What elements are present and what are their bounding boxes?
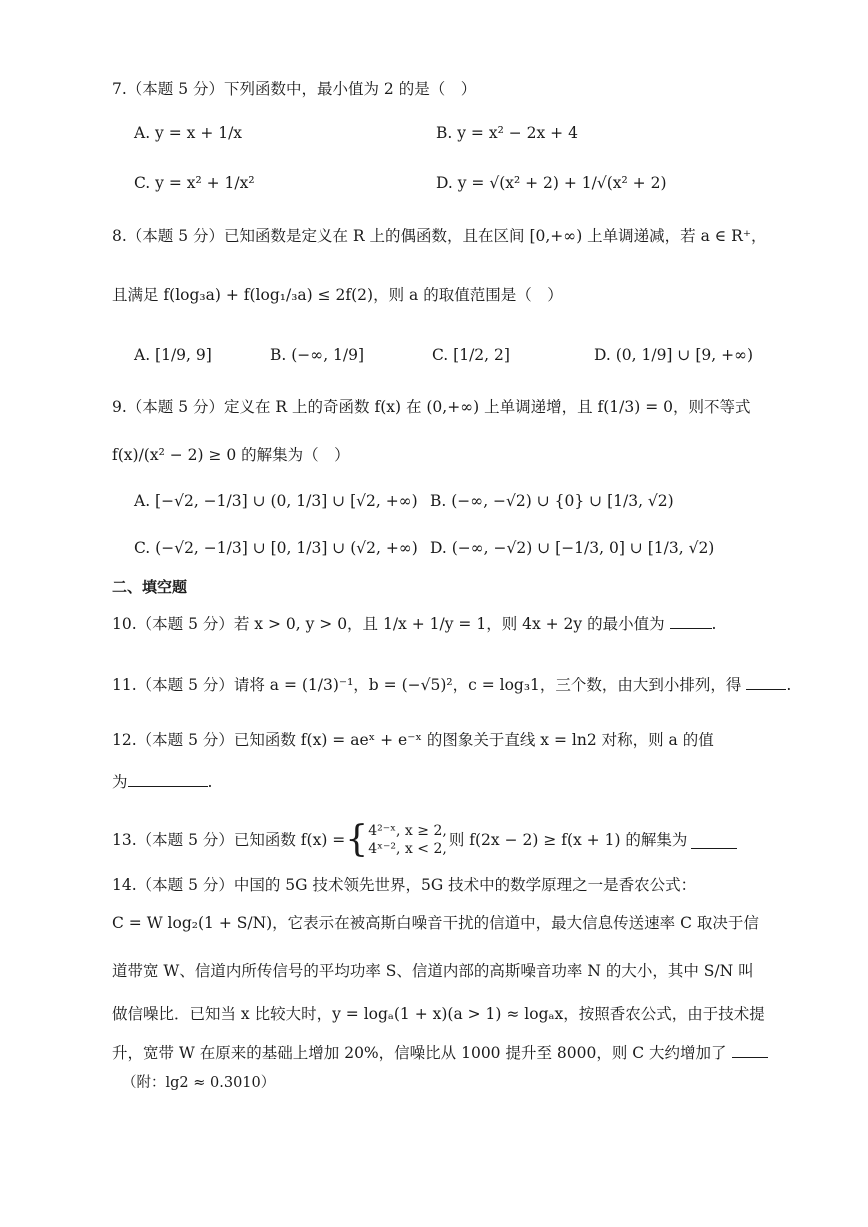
- q14-note: （附：lg2 ≈ 0.3010）: [122, 1075, 276, 1091]
- q9-option-a[interactable]: A. [−√2, −1/3] ∪ (0, 1/3] ∪ [√2, +∞): [134, 492, 418, 510]
- q8-option-a[interactable]: A. [1/9, 9]: [134, 346, 212, 364]
- q9-stem-line2: f(x)/(x² − 2) ≥ 0 的解集为（ ）: [112, 446, 350, 464]
- q9-stem-line1: 9.（本题 5 分）定义在 R 上的奇函数 f(x) 在 (0,+∞) 上单调递增，且 f(1/3) = 0，则不等式: [112, 398, 751, 416]
- q11-answer-blank[interactable]: [746, 673, 786, 690]
- q7-option-d[interactable]: D. y = √(x² + 2) + 1/√(x² + 2): [436, 174, 667, 192]
- q12-answer-blank[interactable]: [128, 770, 208, 787]
- q9-option-b[interactable]: B. (−∞, −√2) ∪ {0} ∪ [1/3, √2): [430, 492, 674, 510]
- q10-stem: 10.（本题 5 分）若 x > 0, y > 0，且 1/x + 1/y = 1，则 4x + 2y 的最小值为 .: [112, 612, 716, 635]
- q13-stem: [112, 818, 737, 862]
- q7-option-b[interactable]: B. y = x² − 2x + 4: [436, 124, 578, 142]
- q14-line1: 14.（本题 5 分）中国的 5G 技术领先世界，5G 技术中的数学原理之一是香农公式：: [112, 876, 697, 894]
- q13-brace: {: [345, 819, 369, 860]
- q10-answer-blank[interactable]: [670, 612, 712, 629]
- q14-line5: [112, 1041, 768, 1064]
- q8-option-c[interactable]: C. [1/2, 2]: [432, 346, 510, 364]
- q11-text: 11.（本题 5 分）请将 a = (1/3)⁻¹，b = (−√5)²，c = log₃1，三个数，由大到小排列，得: [112, 676, 742, 694]
- q14-line5-text: 升，宽带 W 在原来的基础上增加 20%，信噪比从 1000 提升至 8000，则 C 大约增加了: [112, 1044, 727, 1062]
- q8-stem-line1: 8.（本题 5 分）已知函数是定义在 R 上的偶函数，且在区间 [0,+∞) 上单调递减，若 a ∈ R⁺，: [112, 227, 767, 245]
- q7-option-c[interactable]: C. y = x² + 1/x²: [134, 174, 255, 192]
- q14-line3: 道带宽 W、信道内所传信号的平均功率 S、信道内部的高斯噪音功率 N 的大小，其中 S/N 叫: [112, 962, 754, 980]
- q13-text-pre: 13.（本题 5 分）已知函数 f(x) =: [112, 831, 346, 849]
- q9-option-d[interactable]: D. (−∞, −√2) ∪ [−1/3, 0] ∪ [1/3, √2): [430, 539, 715, 557]
- q14-answer-blank[interactable]: [732, 1041, 768, 1058]
- q11-stem: 11.（本题 5 分）请将 a = (1/3)⁻¹，b = (−√5)²，c = log₃1，三个数，由大到小排列，得 .: [112, 673, 791, 696]
- q10-text: 10.（本题 5 分）若 x > 0, y > 0，且 1/x + 1/y = 1，则 4x + 2y 的最小值为: [112, 615, 665, 633]
- q12-stem-line2: 为 .: [112, 770, 212, 793]
- q8-option-d[interactable]: D. (0, 1/9] ∪ [9, +∞): [594, 346, 754, 364]
- q14-line4: 做信噪比．已知当 x 比较大时，y = logₐ(1 + x)(a > 1) ≈ logₐx，按照香农公式，由于技术提: [112, 1005, 765, 1023]
- q13-piecewise: [368, 822, 447, 858]
- q13-text-post: 则 f(2x − 2) ≥ f(x + 1) 的解集为: [448, 831, 688, 849]
- q12-stem-line1: 12.（本题 5 分）已知函数 f(x) = aeˣ + e⁻ˣ 的图象关于直线 x = ln2 对称，则 a 的值: [112, 731, 714, 749]
- q8-option-b[interactable]: B. (−∞, 1/9]: [270, 346, 365, 364]
- q12-text-line2: 为: [112, 773, 128, 791]
- q13-answer-blank[interactable]: [691, 832, 737, 849]
- q13-case-2: 4ˣ⁻², x < 2,: [368, 841, 447, 857]
- q9-option-c[interactable]: C. (−√2, −1/3] ∪ [0, 1/3] ∪ (√2, +∞): [134, 539, 418, 557]
- q8-stem-line2: 且满足 f(log₃a) + f(log₁/₃a) ≤ 2f(2)，则 a 的取值范围是（ ）: [112, 286, 563, 304]
- q14-line2: C = W log₂(1 + S/N)，它表示在被高斯白噪音干扰的信道中，最大信息传送速率 C 取决于信: [112, 914, 759, 932]
- section-fill-in-title: 二、填空题: [112, 578, 188, 596]
- q7-stem: 7.（本题 5 分）下列函数中，最小值为 2 的是（ ）: [112, 80, 477, 98]
- q7-option-a[interactable]: A. y = x + 1/x: [134, 124, 243, 142]
- q13-case-1: 4²⁻ˣ, x ≥ 2,: [368, 823, 447, 839]
